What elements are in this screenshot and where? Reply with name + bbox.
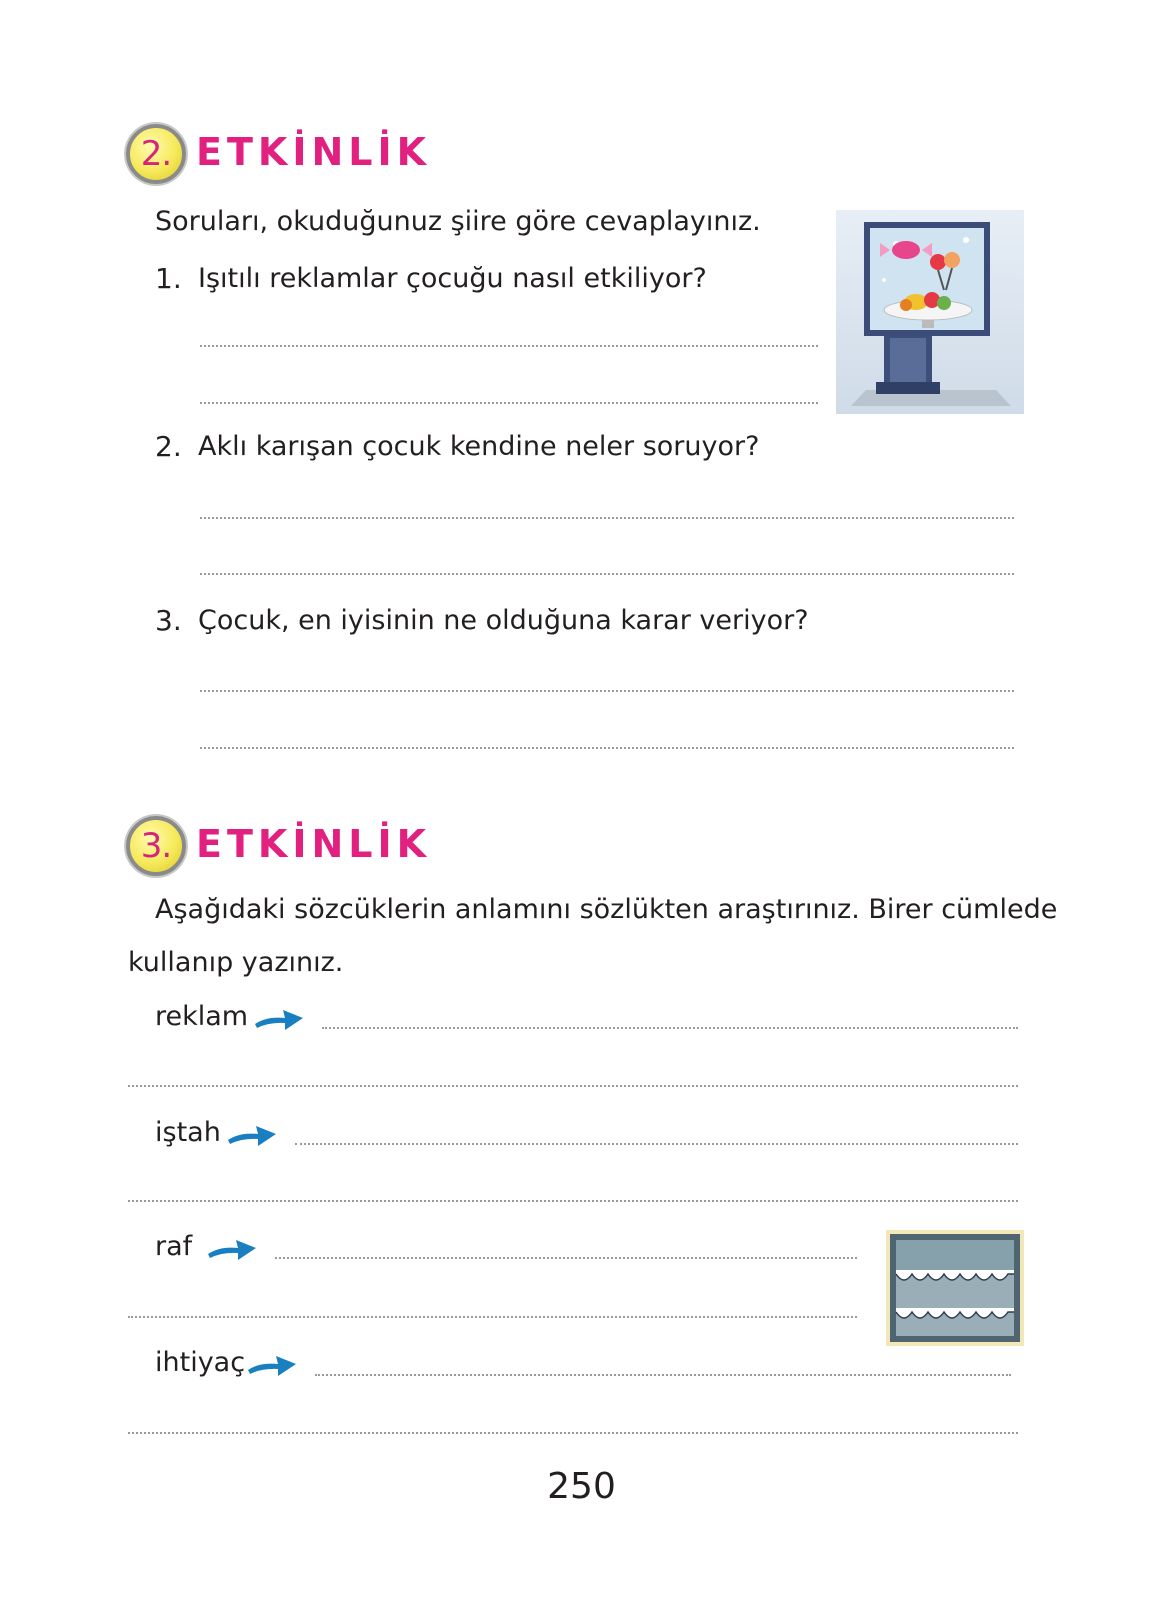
arrow-right-icon: [206, 1234, 258, 1262]
answer-line-2b[interactable]: [200, 573, 1014, 575]
question-3-text: Çocuk, en iyisinin ne olduğuna karar veriyor?: [198, 605, 809, 636]
answer-line-3a[interactable]: [200, 690, 1014, 692]
question-2-number: 2.: [155, 430, 182, 463]
answer-line-ihtiyac-b[interactable]: [128, 1432, 1018, 1434]
answer-line-1a[interactable]: [200, 345, 818, 347]
word-ihtiyac: ihtiyaç: [155, 1347, 246, 1378]
shelf-illustration: [886, 1230, 1024, 1346]
shelf-icon: [886, 1230, 1024, 1346]
activity-2-number: 2.: [140, 134, 172, 174]
billboard-icon: [836, 210, 1024, 414]
answer-line-reklam-b[interactable]: [128, 1085, 1018, 1087]
question-1-text: Işıtılı reklamlar çocuğu nasıl etkiliyor?: [198, 263, 707, 294]
answer-line-1b[interactable]: [200, 402, 818, 404]
activity-3-badge: [126, 816, 186, 876]
answer-line-ihtiyac-a[interactable]: [315, 1374, 1011, 1376]
question-3-number: 3.: [155, 604, 182, 637]
question-2-text: Aklı karışan çocuk kendine neler soruyor?: [198, 431, 760, 462]
activity-2-title: ETKİNLİK: [196, 130, 432, 174]
billboard-illustration: [836, 210, 1024, 414]
page-number: 250: [547, 1466, 616, 1507]
word-reklam: reklam: [155, 1001, 249, 1032]
question-1-number: 1.: [155, 262, 182, 295]
word-istah: iştah: [155, 1117, 221, 1148]
activity-3-title: ETKİNLİK: [196, 822, 432, 866]
answer-line-2a[interactable]: [200, 517, 1014, 519]
activity-3-number: 3.: [140, 826, 172, 866]
arrow-right-icon: [246, 1350, 298, 1378]
answer-line-istah-b[interactable]: [128, 1200, 1018, 1202]
arrow-right-icon: [253, 1004, 305, 1032]
answer-line-istah-a[interactable]: [295, 1143, 1018, 1145]
answer-line-3b[interactable]: [200, 747, 1014, 749]
activity-2-instruction: Soruları, okuduğunuz şiire göre cevaplayınız.: [155, 206, 761, 237]
word-raf: raf: [155, 1231, 193, 1262]
activity-3-instruction-line2: kullanıp yazınız.: [128, 947, 344, 978]
arrow-right-icon: [226, 1120, 278, 1148]
activity-3-instruction-line1: Aşağıdaki sözcüklerin anlamını sözlükten araştırınız. Birer cümlede: [155, 894, 1058, 925]
answer-line-raf-a[interactable]: [275, 1257, 857, 1259]
activity-2-badge: [126, 124, 186, 184]
answer-line-raf-b[interactable]: [128, 1316, 857, 1318]
answer-line-reklam-a[interactable]: [322, 1027, 1018, 1029]
